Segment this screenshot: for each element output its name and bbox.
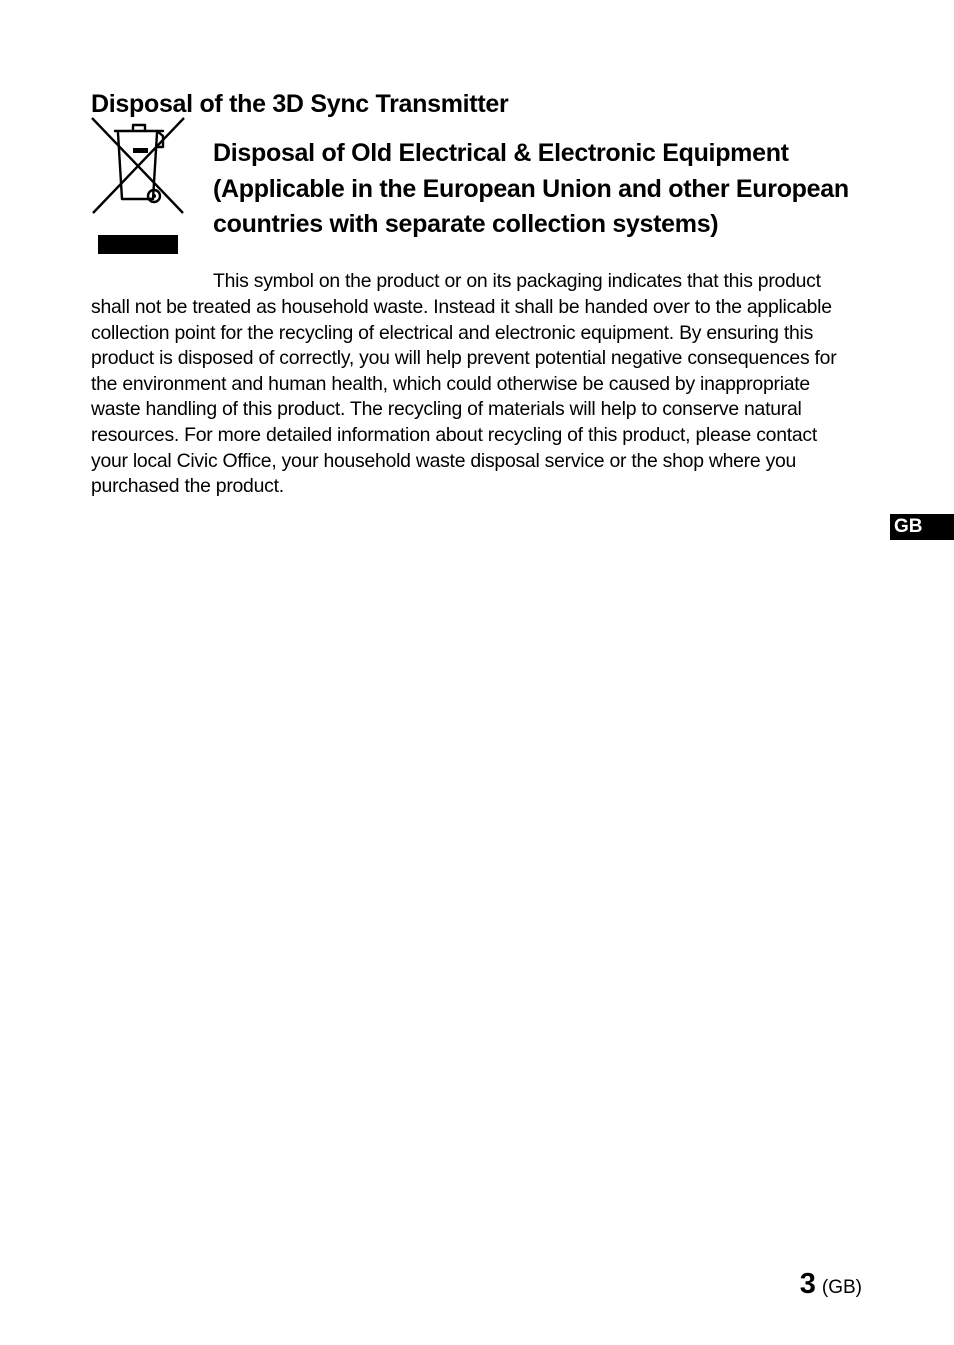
weee-body-text: This symbol on the product or on its packaging indicates that this product shall not be treated as household waste. Instead it shall be handed over to the applicable collection point for the recycling of electrical and electronic equipment. By ensuring this product is disposed of correctly, you will help prevent potential negative consequences for the environment and human health, which could otherwise be caused by inappropriate waste handling of this product. The recycling of materials will help to conserve natural resources. For more detailed information about recycling of this product, please contact your local Civic Office, your household waste disposal service or the shop where you purchased the product. [91,270,837,498]
crossed-out-wheelie-bin-icon [91,117,185,255]
page-number-suffix: (GB) [821,1277,862,1298]
section-title: Disposal of the 3D Sync Transmitter [91,89,509,118]
language-tab: GB [890,514,954,540]
page-number-value: 3 [799,1268,816,1300]
weee-heading: Disposal of Old Electrical & Electronic Equipment (Applicable in the European Union and other European countries with separate collection systems) [213,139,849,238]
page-number [800,1268,862,1301]
